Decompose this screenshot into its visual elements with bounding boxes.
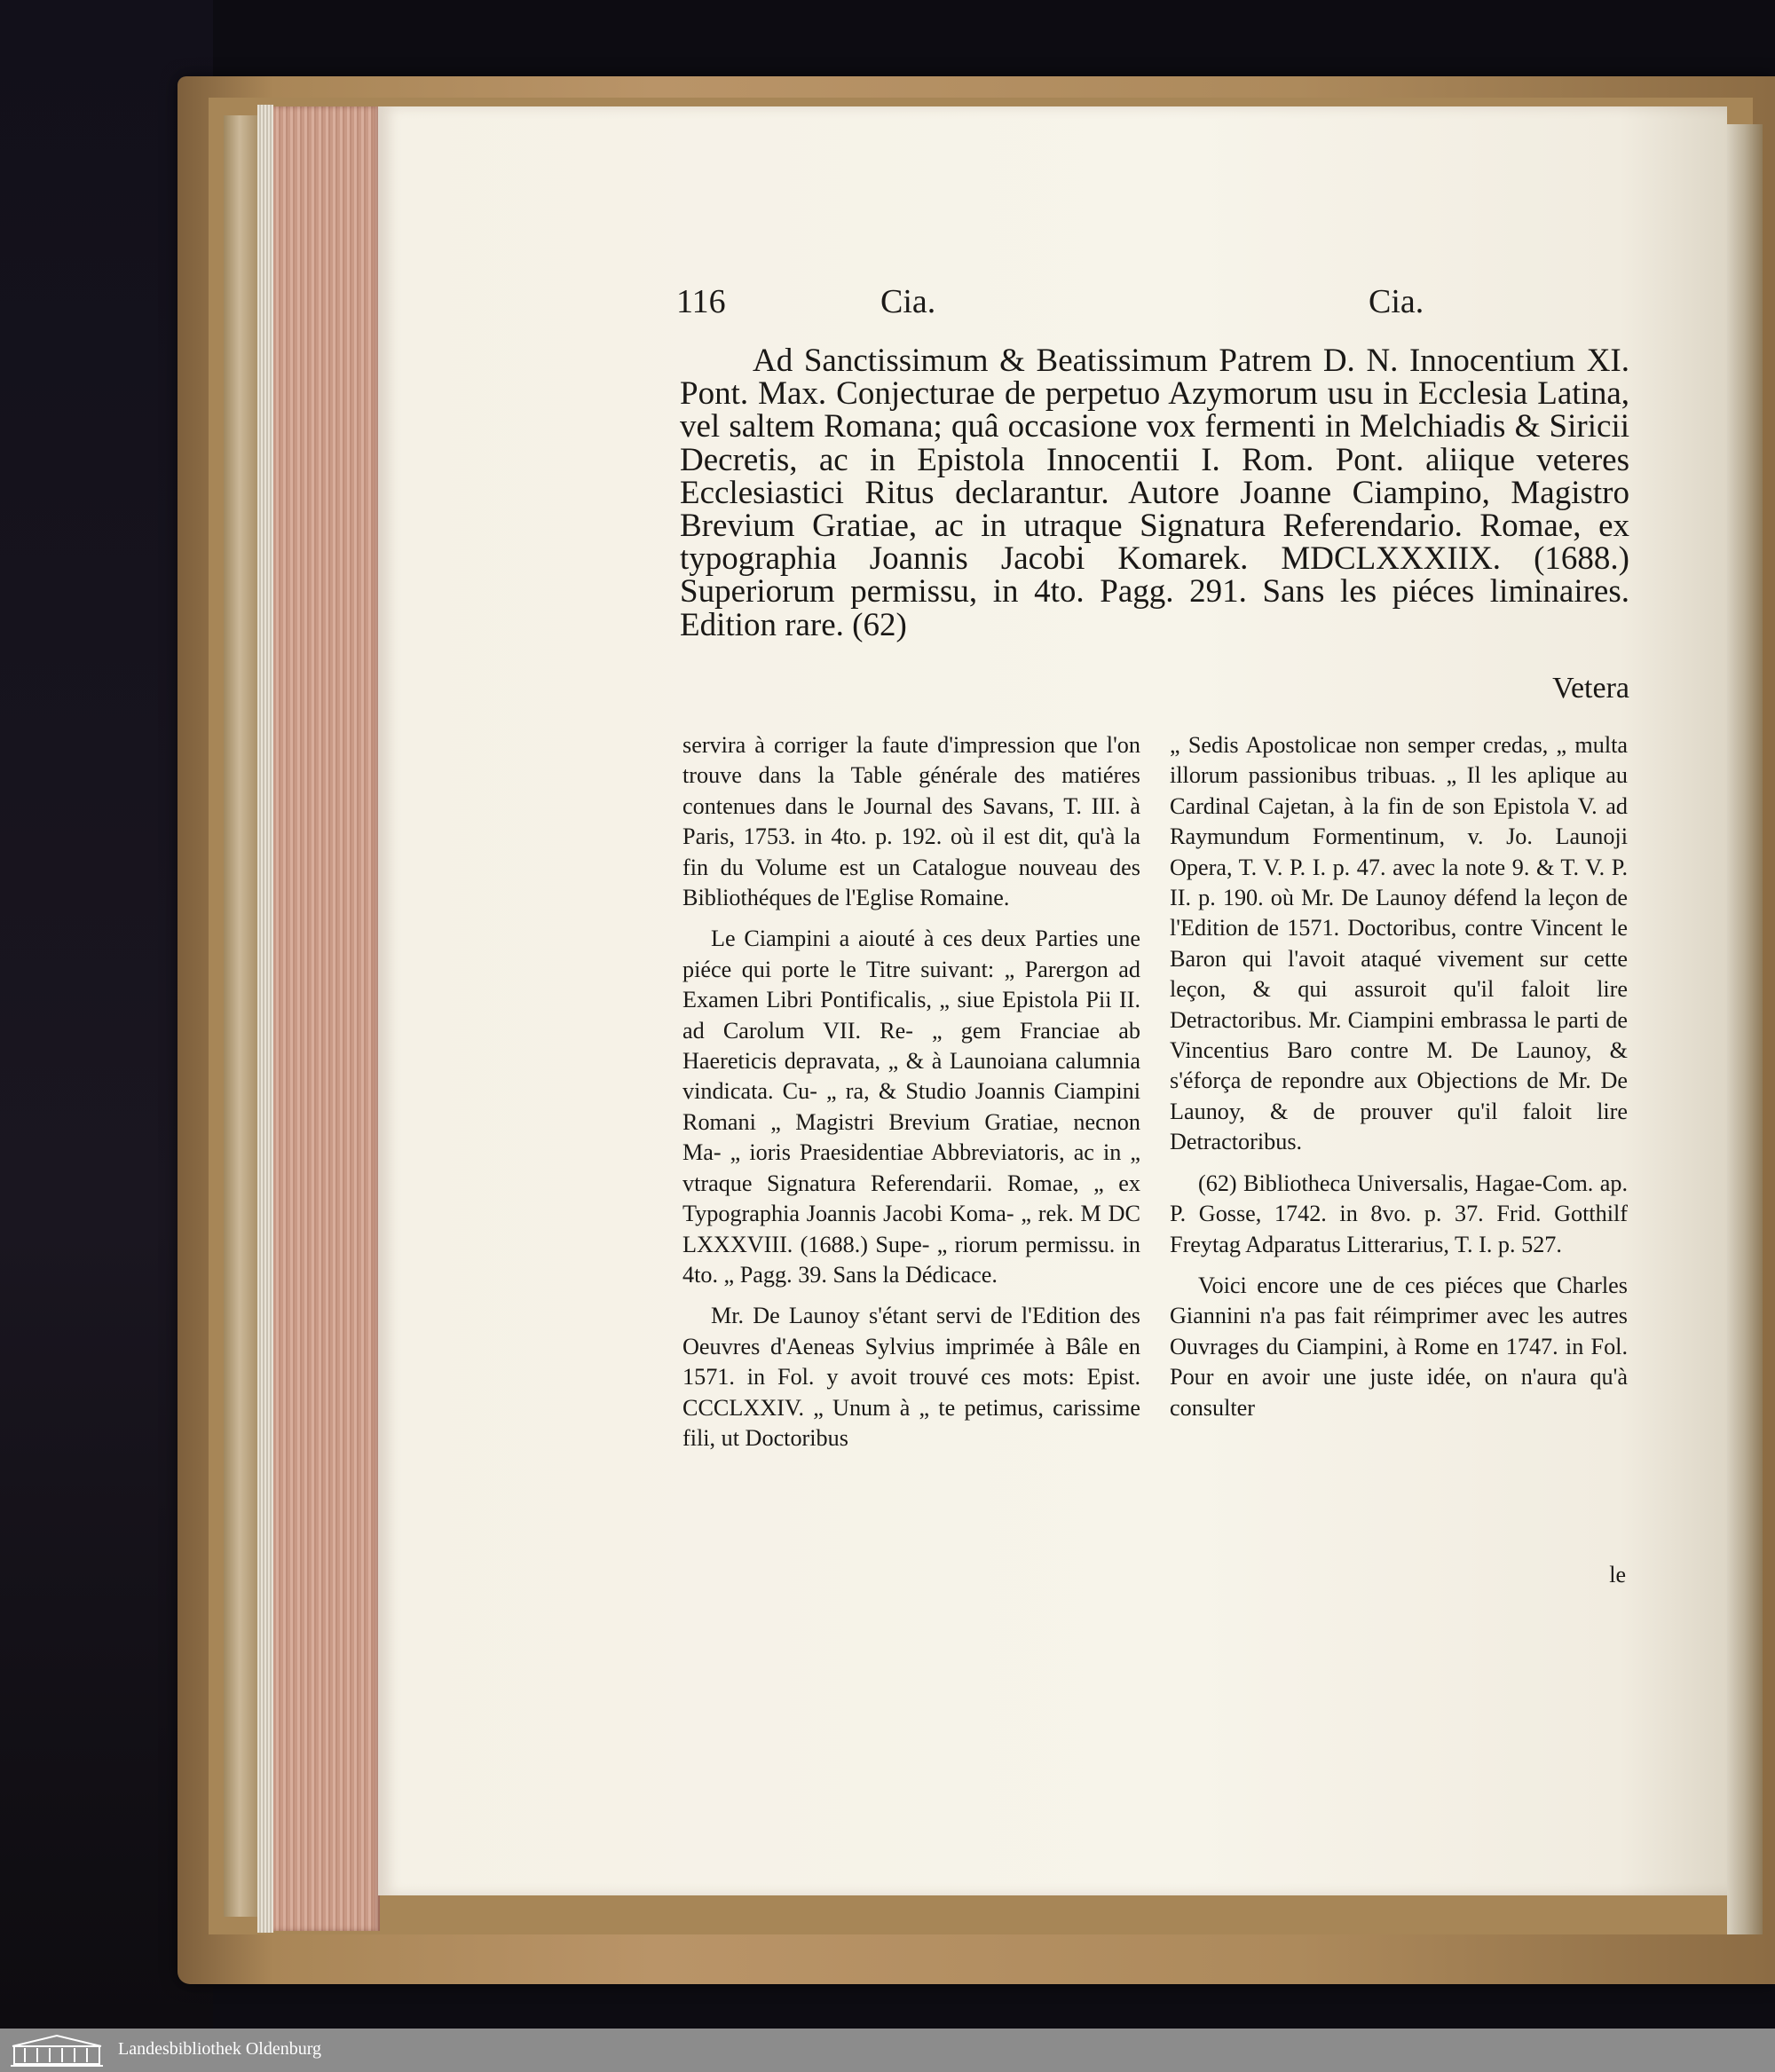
left-paragraph-2: Le Ciampini a aiouté à ces deux Parties une piéce qui porte le Titre suivant: „ Parergon ad Examen Libri Pontificalis, „ siue Epistola Pii II. ad Carolum VII. Re- „ gem Franciae ab Haereticis depravata, „ & à Launoiana calumnia vindicata. Cu- „ ra, & Studio Joannis Ciampini Romani „ Magistri Brevium Gratiae, necnon Ma- „ ioris Praesidentiae Abbreviatoris, ac in „ vtraque Signatura Referendarii. Romae, „ ex Typographia Joannis Jacobi Koma- „ rek. M DC LXXXVIII. (1688.) Supe- „ riorum permissu. in 4to. „ Pagg. 39. Sans la Dédicace. [682, 926, 1140, 1288]
page-number: 116 [676, 283, 726, 320]
left-column [682, 730, 1140, 1464]
left-paragraph-1: servira à corriger la faute d'impression que l'on trouve dans la Table générale des matiéres contenues dans le Journal des Savans, T. III. à Paris, 1753. in 4to. p. 192. où il est dit, qu'à la fin du Volume est un Catalogue nouveau des Bibliothéques de l'Eglise Romaine. [682, 732, 1140, 911]
title-entry [680, 344, 1629, 642]
footer-library-name: Landesbibliothek Oldenburg [118, 2039, 322, 2059]
binding-strip [224, 115, 259, 1917]
gutter-edge [1727, 124, 1763, 1934]
header-right: Cia. [1369, 283, 1424, 320]
header-left: Cia. [880, 283, 936, 320]
library-building-icon [7, 2032, 106, 2068]
left-paragraph-3: Mr. De Launoy s'étant servi de l'Edition des Oeuvres d'Aeneas Sylvius imprimée à Bâle en 1571. in Fol. y avoit trouvé ces mots: Epist. CCCLXXIV. „ Unum à „ te petimus, carissime fili, ut Doctoribus [682, 1303, 1140, 1451]
right-column [1170, 730, 1628, 1434]
title-text: Ad Sanctissimum & Beatissimum Patrem D. N. Innocentium XI. Pont. Max. Conjecturae de perpetuo Azymorum usu in Ecclesia Latina, vel saltem Romana; quâ occasione vox fermenti in Melchiadis & Siricii Decretis, ac in Epistola Innocentii I. Rom. Pont. aliique veteres Ecclesiastici Ritus declarantur. Autore Joanne Ciampino, Magistro Brevium Gratiae, ac in utraque Signatura Referendario. Romae, ex typographia Joannis Jacobi Komarek. MDCLXXXIIX. (1688.) Superiorum permissu, in 4to. Pagg. 291. Sans les piéces liminaires. Edition rare. (62) [680, 343, 1629, 643]
right-paragraph-3: Voici encore une de ces piéces que Charles Giannini n'a pas fait réimprimer avec les autres Ouvrages du Ciampini, à Rome en 1747. in Fol. Pour en avoir une juste idée, on n'aura qu'à consulter [1170, 1272, 1628, 1421]
page-stack [257, 105, 273, 1933]
footer-bar [0, 2029, 1775, 2072]
right-paragraph-1: „ Sedis Apostolicae non semper credas, „ multa illorum passionibus tribuas. „ Il les aplique au Cardinal Cajetan, à la fin de son Epistola V. ad Raymundum Formentinum, v. Jo. Launoji Opera, T. V. P. I. p. 47. avec la note 9. & T. V. P. II. p. 190. où Mr. De Launoy défend la leçon de l'Edition de 1571. Doctoribus, contre Vincent le Baron qui l'avoit ataqué vivement sur cette leçon, & qui assuroit qu'il faloit lire Detractoribus. Mr. Ciampini embrassa le parti de Vincentius Baro contre M. De Launoy, & s'éforça de repondre aux Objections de Mr. De Launoy, & de prouver qu'il faloit lire Detractoribus. [1170, 732, 1628, 1155]
catchword-bottom: le [1609, 1562, 1626, 1587]
fore-edge [273, 106, 380, 1931]
catchword-title: Vetera [1552, 672, 1629, 705]
running-header [676, 282, 1630, 327]
right-footnote-62: (62) Bibliotheca Universalis, Hagae-Com. ap. P. Gosse, 1742. in 8vo. p. 37. Frid. Gotthilf Freytag Adparatus Litterarius, T. I. p. 527. [1170, 1170, 1628, 1257]
